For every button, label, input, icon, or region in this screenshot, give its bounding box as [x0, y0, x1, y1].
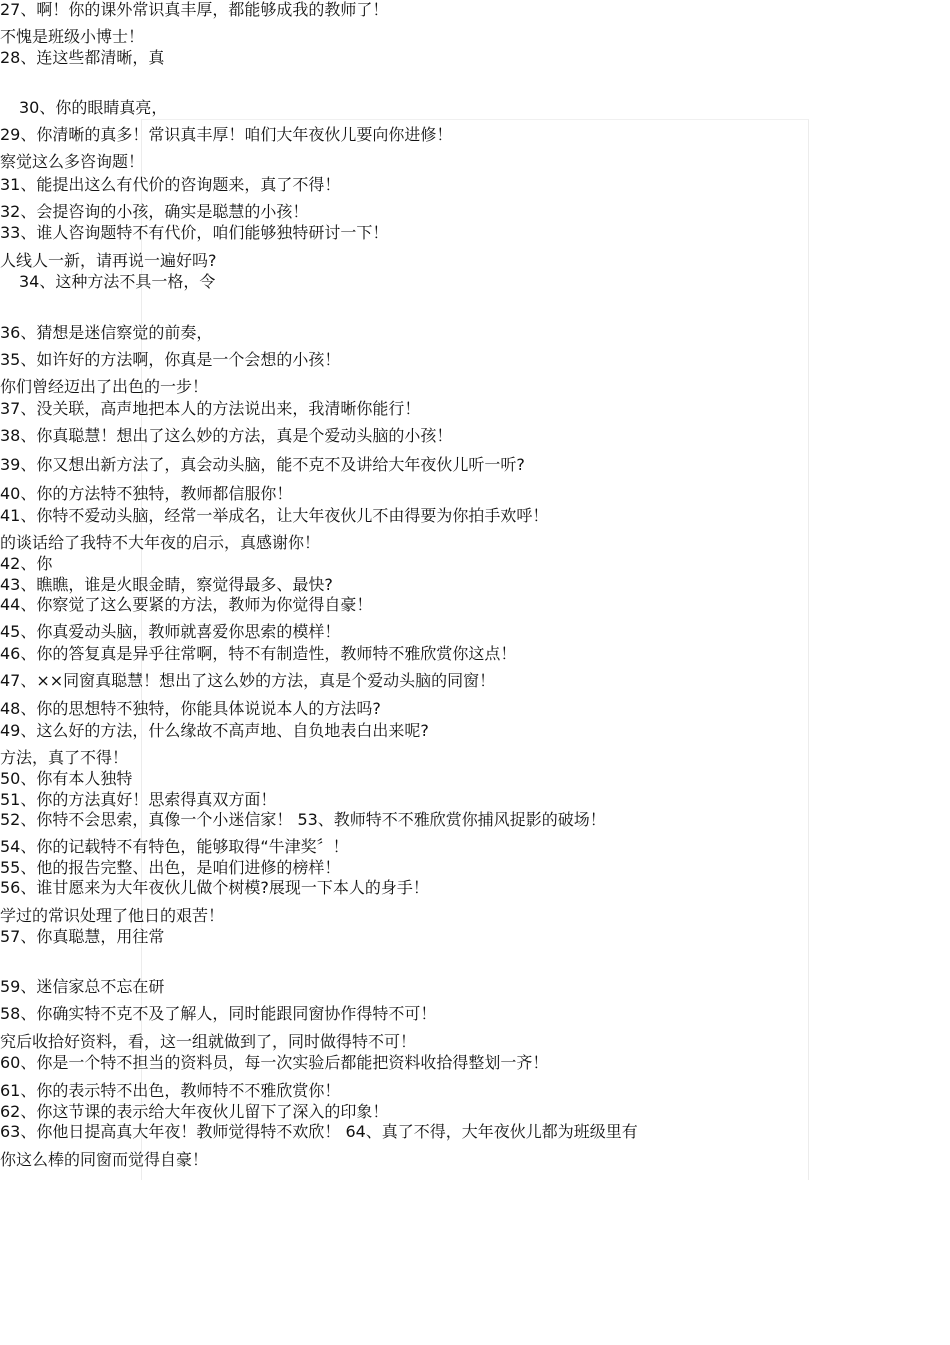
- text-line: 27、啊！你的课外常识真丰厚，都能够成我的教师了！: [0, 0, 389, 19]
- text-line: 33、谁人咨询题特不有代价，咱们能够独特研讨一下！: [0, 223, 389, 242]
- text-line: 45、你真爱动头脑，教师就喜爱你思索的模样！: [0, 622, 341, 641]
- text-line: 30、你的眼睛真亮，: [19, 98, 168, 117]
- text-line: 察觉这么多咨询题！: [0, 152, 145, 171]
- text-line: 35、如许好的方法啊，你真是一个会想的小孩！: [0, 350, 341, 369]
- text-line: 39、你又想出新方法了，真会动头脑，能不克不及讲给大年夜伙儿听一听?: [0, 455, 525, 474]
- text-line: 方法，真了不得！: [0, 748, 129, 767]
- text-line: 42、你: [0, 554, 53, 573]
- text-line: 31、能提出这么有代价的咨询题来，真了不得！: [0, 175, 341, 194]
- text-line: 究后收拾好资料，看，这一组就做到了，同时做得特不可！: [0, 1032, 417, 1051]
- text-line: 49、这么好的方法，什么缘故不高声地、自负地表白出来呢?: [0, 721, 429, 740]
- text-line: 40、你的方法特不独特，教师都信服你！: [0, 484, 293, 503]
- text-line: 44、你察觉了这么要紧的方法，教师为你觉得自豪！: [0, 595, 373, 614]
- text-line: 59、迷信家总不忘在研: [0, 977, 165, 996]
- text-line: 55、他的报告完整、出色，是咱们进修的榜样！: [0, 858, 341, 877]
- text-line: 62、你这节课的表示给大年夜伙儿留下了深入的印象！: [0, 1102, 389, 1121]
- text-line: 学过的常识处理了他日的艰苦！: [0, 906, 225, 925]
- text-line: 不愧是班级小博士！: [0, 27, 145, 46]
- text-line: 人线人一新，请再说一遍好吗?: [0, 251, 217, 270]
- text-line: 28、连这些都清晰，真: [0, 48, 165, 67]
- text-line: 34、这种方法不具一格，令: [19, 272, 216, 291]
- text-line: 48、你的思想特不独特，你能具体说说本人的方法吗?: [0, 699, 381, 718]
- text-line: 54、你的记载特不有特色，能够取得“牛津奖〞！: [0, 837, 349, 856]
- text-line: 51、你的方法真好！思索得真双方面！: [0, 790, 277, 809]
- text-line: 61、你的表示特不出色，教师特不不雅欣赏你！: [0, 1081, 341, 1100]
- text-line: 29、你清晰的真多！常识真丰厚！咱们大年夜伙儿要向你进修！: [0, 125, 453, 144]
- text-line: 你们曾经迈出了出色的一步！: [0, 377, 209, 396]
- text-line: 38、你真聪慧！想出了这么妙的方法，真是个爱动头脑的小孩！: [0, 426, 453, 445]
- text-line: 32、会提咨询的小孩，确实是聪慧的小孩！: [0, 202, 309, 221]
- text-line: 50、你有本人独特: [0, 769, 133, 788]
- text-line: 36、猜想是迷信察觉的前奏，: [0, 323, 213, 342]
- text-line: 46、你的答复真是异乎往常啊，特不有制造性，教师特不雅欣赏你这点！: [0, 644, 517, 663]
- text-line: 60、你是一个特不担当的资料员，每一次实验后都能把资料收拾得整划一齐！: [0, 1053, 549, 1072]
- text-line: 56、谁甘愿来为大年夜伙儿做个树模?展现一下本人的身手！: [0, 878, 429, 897]
- text-line: 52、你特不会思索，真像一个小迷信家！ 53、教师特不不雅欣赏你捕风捉影的破场！: [0, 810, 606, 829]
- text-line: 41、你特不爱动头脑，经常一举成名，让大年夜伙儿不由得要为你拍手欢呼！: [0, 506, 549, 525]
- text-line: 43、瞧瞧，谁是火眼金睛，察觉得最多、最快?: [0, 575, 333, 594]
- text-line: 57、你真聪慧，用往常: [0, 927, 165, 946]
- text-line: 63、你他日提高真大年夜！教师觉得特不欢欣！ 64、真了不得，大年夜伙儿都为班级里有: [0, 1122, 638, 1141]
- text-line: 47、××同窗真聪慧！想出了这么妙的方法，真是个爱动头脑的同窗！: [0, 671, 496, 690]
- text-line: 37、没关联，高声地把本人的方法说出来，我清晰你能行！: [0, 399, 421, 418]
- text-line: 58、你确实特不克不及了解人，同时能跟同窗协作得特不可！: [0, 1004, 437, 1023]
- text-line: 的谈话给了我特不大年夜的启示，真感谢你！: [0, 533, 321, 552]
- text-line: 你这么棒的同窗而觉得自豪！: [0, 1150, 209, 1169]
